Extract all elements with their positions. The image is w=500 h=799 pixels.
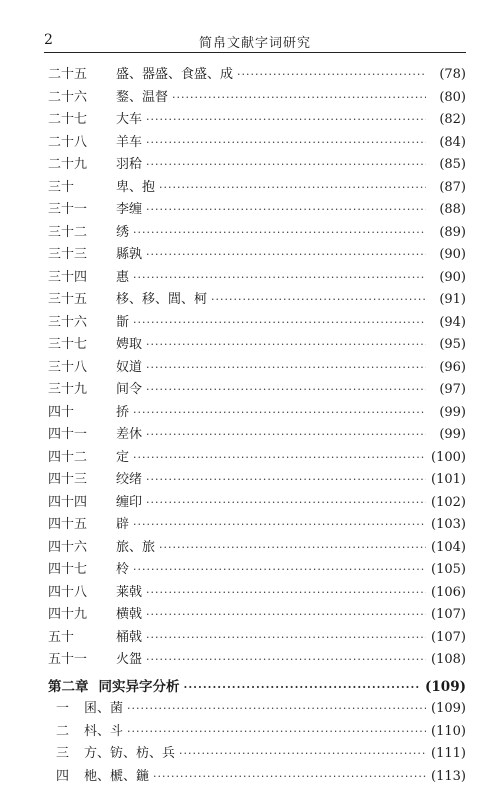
dot-leader <box>146 109 426 132</box>
dot-leader <box>153 766 426 789</box>
entry-number: 二 <box>56 723 70 739</box>
entry-page-number: (90) <box>439 269 466 285</box>
entry-page-number: (99) <box>439 404 466 420</box>
entry-number: 四十七 <box>48 562 88 577</box>
table-of-contents <box>48 64 466 788</box>
dot-leader <box>211 289 426 312</box>
entry-title: 枓、斗 <box>84 723 124 739</box>
dot-leader <box>146 649 426 672</box>
entry-page-number: (113) <box>431 768 466 784</box>
entry-title: 縣孰 <box>116 247 143 262</box>
entry-title: 奴道 <box>116 359 143 375</box>
entry-number: 四十九 <box>48 607 88 622</box>
dot-leader <box>146 492 426 515</box>
entry-number: 四十二 <box>48 449 88 465</box>
dot-leader <box>146 379 426 402</box>
dot-leader <box>133 559 426 582</box>
dot-leader <box>146 244 426 267</box>
entry-title: 鍪、温督 <box>116 89 169 105</box>
entry-page-number: (109) <box>431 701 466 716</box>
dot-leader <box>146 582 426 605</box>
toc-entry[interactable] <box>48 469 466 492</box>
entry-title: 同实异字分析 <box>98 678 180 695</box>
toc-entry[interactable] <box>48 649 466 672</box>
toc-entry[interactable] <box>48 402 466 425</box>
entry-number: 三十九 <box>48 382 88 397</box>
toc-entry[interactable] <box>48 132 466 155</box>
entry-page-number: (99) <box>439 427 466 442</box>
toc-entry[interactable] <box>48 244 466 267</box>
entry-page-number: (85) <box>439 157 466 172</box>
running-title: 简帛文献字词研究 <box>198 36 311 51</box>
toc-entry[interactable] <box>48 64 466 87</box>
entry-title: 卑、抱 <box>116 179 156 195</box>
entry-title: 桶戟 <box>116 629 143 645</box>
entry-title: 柃 <box>116 562 130 577</box>
entry-page-number: (106) <box>431 584 466 600</box>
entry-title: 缠印 <box>116 494 143 510</box>
entry-number: 四十六 <box>48 539 88 555</box>
dot-leader <box>146 627 426 650</box>
chapter-entry[interactable] <box>48 676 466 699</box>
dot-leader <box>159 537 426 560</box>
toc-entry[interactable] <box>48 199 466 222</box>
entry-page-number: (95) <box>439 337 466 352</box>
toc-entry[interactable] <box>48 627 466 650</box>
entry-number: 五十 <box>48 629 75 645</box>
entry-page-number: (107) <box>431 607 466 622</box>
entry-page-number: (87) <box>439 179 466 195</box>
entry-page-number: (100) <box>431 449 466 465</box>
dot-leader <box>146 199 426 222</box>
dot-leader <box>133 222 426 245</box>
toc-entry[interactable] <box>48 559 466 582</box>
dot-leader <box>133 312 426 335</box>
entry-page-number: (105) <box>431 562 466 577</box>
entry-page-number: (78) <box>439 67 466 82</box>
entry-title: 辟 <box>116 517 130 532</box>
entry-page-number: (89) <box>439 224 466 240</box>
entry-number: 二十九 <box>48 157 88 172</box>
entry-number: 第二章 <box>48 678 89 695</box>
dot-leader <box>172 87 426 110</box>
entry-title: 大车 <box>116 112 143 127</box>
entry-page-number: (108) <box>431 652 466 667</box>
entry-title: 囷、菌 <box>84 701 124 716</box>
entry-number: 三十五 <box>48 292 88 307</box>
entry-title: 横戟 <box>116 607 143 622</box>
toc-entry[interactable] <box>48 177 466 200</box>
dot-leader <box>133 267 426 290</box>
entry-title: 差休 <box>116 427 143 442</box>
entry-title: 杝、榹、鍦 <box>84 768 150 784</box>
entry-page-number: (102) <box>431 494 466 510</box>
entry-number: 三十三 <box>48 247 88 262</box>
entry-title: 绞绪 <box>116 472 143 487</box>
entry-number: 五十一 <box>48 652 88 667</box>
toc-entry[interactable] <box>48 604 466 627</box>
entry-number: 二十六 <box>48 89 88 105</box>
dot-leader <box>127 698 426 721</box>
entry-title: 娉取 <box>116 337 143 352</box>
entry-number: 三十二 <box>48 224 88 240</box>
dot-leader <box>133 402 426 425</box>
toc-entry[interactable] <box>48 424 466 447</box>
toc-entry[interactable] <box>48 698 466 721</box>
entry-page-number: (88) <box>439 202 466 217</box>
toc-entry[interactable] <box>48 87 466 110</box>
entry-number: 三十四 <box>48 269 88 285</box>
entry-page-number: (96) <box>439 359 466 375</box>
entry-title: 旅、旅 <box>116 539 156 555</box>
toc-entry[interactable] <box>48 109 466 132</box>
dot-leader <box>133 514 426 537</box>
entry-page-number: (110) <box>431 723 466 739</box>
entry-number: 四十八 <box>48 584 88 600</box>
toc-entry[interactable] <box>48 379 466 402</box>
dot-leader <box>179 743 426 766</box>
entry-title: 火盌 <box>116 652 143 667</box>
entry-title: 定 <box>116 449 130 465</box>
entry-page-number: (104) <box>431 539 466 555</box>
entry-title: 栘、移、閭、柯 <box>116 292 208 307</box>
toc-entry[interactable] <box>48 267 466 290</box>
entry-number: 三十 <box>48 179 75 195</box>
dot-leader <box>127 721 426 744</box>
entry-title: 方、钫、枋、兵 <box>84 746 176 761</box>
entry-page-number: (97) <box>439 382 466 397</box>
entry-number: 四十三 <box>48 472 88 487</box>
entry-page-number: (94) <box>439 314 466 330</box>
entry-number: 四十五 <box>48 517 88 532</box>
entry-number: 三 <box>56 746 70 761</box>
page-number: 2 <box>44 32 53 48</box>
dot-leader <box>146 357 426 380</box>
entry-number: 三十七 <box>48 337 88 352</box>
entry-title: 羽秴 <box>116 157 143 172</box>
dot-leader <box>146 469 426 492</box>
toc-entry[interactable] <box>48 766 466 789</box>
entry-number: 二十七 <box>48 112 88 127</box>
dot-leader <box>133 447 426 470</box>
toc-entry[interactable] <box>48 222 466 245</box>
entry-page-number: (84) <box>439 134 466 150</box>
entry-title: 挢 <box>116 404 130 420</box>
entry-title: 盛、器盛、食盛、成 <box>116 67 234 82</box>
entry-page-number: (90) <box>439 247 466 262</box>
dot-leader <box>237 64 426 87</box>
entry-page-number: (101) <box>431 472 466 487</box>
toc-entry[interactable] <box>48 447 466 470</box>
toc-entry[interactable] <box>48 334 466 357</box>
running-header <box>44 30 466 53</box>
toc-entry[interactable] <box>48 721 466 744</box>
entry-number: 四十一 <box>48 427 88 442</box>
entry-page-number: (82) <box>439 112 466 127</box>
entry-page-number: (107) <box>431 629 466 645</box>
entry-title: 惠 <box>116 269 130 285</box>
toc-entry[interactable] <box>48 154 466 177</box>
dot-leader <box>146 334 426 357</box>
toc-entry[interactable] <box>48 289 466 312</box>
toc-entry[interactable] <box>48 514 466 537</box>
entry-title: 李缠 <box>116 202 143 217</box>
entry-number: 四十四 <box>48 494 88 510</box>
entry-title: 莱戟 <box>116 584 143 600</box>
entry-title: 间令 <box>116 382 143 397</box>
toc-entry[interactable] <box>48 537 466 560</box>
entry-page-number: (109) <box>425 678 466 695</box>
entry-number: 三十六 <box>48 314 88 330</box>
entry-page-number: (91) <box>439 292 466 307</box>
entry-number: 一 <box>56 701 70 716</box>
entry-page-number: (80) <box>439 89 466 105</box>
entry-number: 四十 <box>48 404 75 420</box>
entry-title: 绣 <box>116 224 130 240</box>
entry-number: 三十八 <box>48 359 88 375</box>
entry-number: 三十一 <box>48 202 88 217</box>
dot-leader <box>146 154 426 177</box>
entry-number: 二十八 <box>48 134 88 150</box>
dot-leader <box>184 677 422 700</box>
entry-page-number: (111) <box>431 746 466 761</box>
entry-number: 二十五 <box>48 67 88 82</box>
toc-entry[interactable] <box>48 312 466 335</box>
toc-entry[interactable] <box>48 582 466 605</box>
entry-number: 四 <box>56 768 70 784</box>
toc-entry[interactable] <box>48 743 466 766</box>
entry-title: 羊车 <box>116 134 143 150</box>
dot-leader <box>146 132 426 155</box>
toc-entry[interactable] <box>48 357 466 380</box>
entry-title: 斮 <box>116 314 130 330</box>
dot-leader <box>146 604 426 627</box>
dot-leader <box>146 424 426 447</box>
toc-entry[interactable] <box>48 492 466 515</box>
dot-leader <box>159 177 426 200</box>
entry-page-number: (103) <box>431 517 466 532</box>
